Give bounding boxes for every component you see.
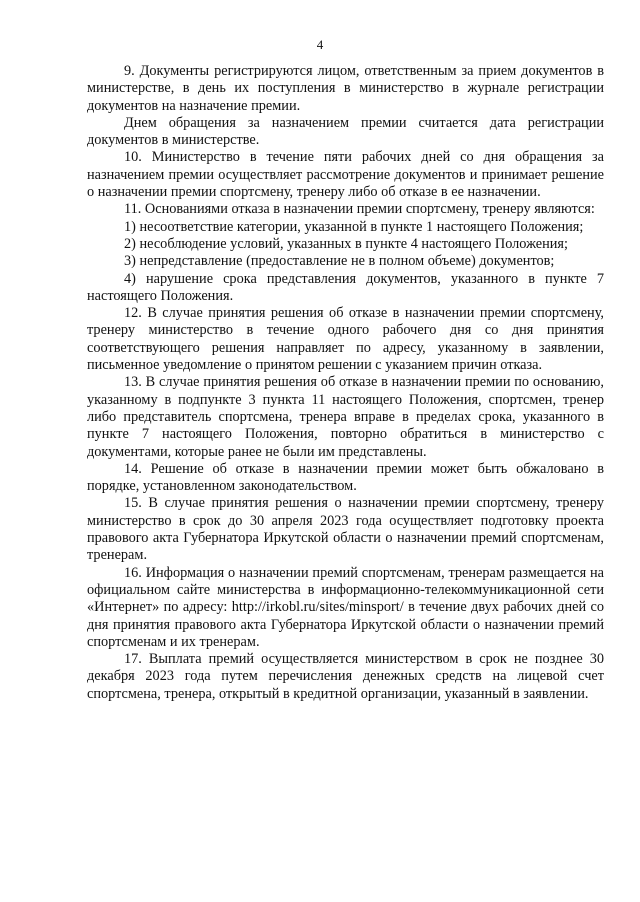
paragraph-13: 13. В случае принятия решения об отказе в назначении премии по основанию, указанному в подпункте 3 пункта 11 настоящего Положения, спортсмен, тренер либо представитель спортсмена, тренера вправе в пределах срока, указанного в пункте 7 настоящего Положения, повторно обратиться в министерство с документами, которые ранее не были им представлены.	[87, 374, 604, 460]
document-body	[87, 63, 604, 703]
paragraph-9: 9. Документы регистрируются лицом, ответственным за прием документов в министерстве, в день их поступления в министерство в журнале регистрации документов на назначение премии.	[87, 63, 604, 114]
list-item-11-1: 1) несоответствие категории, указанной в пункте 1 настоящего Положения;	[124, 218, 584, 235]
list-item-11-3: 3) непредставление (предоставление не в полном объеме) документов;	[124, 253, 555, 270]
paragraph-16: 16. Информация о назначении премий спортсменам, тренерам размещается на официальном сайте министерства в информационно-телекоммуникационной сети «Интернет» по адресу: http://irkobl.ru/sites/minsport/ в течение двух рабочих дней со дня принятия правового акта Губернатора Иркутской области о назначении премий спортсменам и их тренерам.	[87, 564, 604, 650]
paragraph-17: 17. Выплата премий осуществляется министерством в срок не позднее 30 декабря 2023 года путем перечисления денежных средств на лицевой счет спортсмена, тренера, открытый в кредитной организации, указанный в заявлении.	[87, 651, 604, 702]
paragraph-15: 15. В случае принятия решения о назначении премии спортсмену, тренеру министерство в срок до 30 апреля 2023 года осуществляет подготовку проекта правового акта Губернатора Иркутской области о назначении премий спортсменам, тренерам.	[87, 495, 604, 564]
page-number: 4	[316, 37, 324, 52]
list-item-11-4: 4) нарушение срока представления документов, указанного в пункте 7 настоящего Положения.	[87, 270, 604, 304]
paragraph-registration-date: Днем обращения за назначением премии считается дата регистрации документов в министерстве.	[87, 114, 604, 149]
paragraph-10: 10. Министерство в течение пяти рабочих дней со дня обращения за назначением премии осуществляет рассмотрение документов и принимает решение о назначении премии спортсмену, тренеру либо об отказе в ее назначении.	[87, 149, 604, 201]
paragraph-14: 14. Решение об отказе в назначении премии может быть обжаловано в порядке, установленном законодательством.	[87, 460, 604, 495]
paragraph-11: 11. Основаниями отказа в назначении премии спортсмену, тренеру являются:	[124, 201, 595, 218]
paragraph-12: 12. В случае принятия решения об отказе в назначении премии спортсмену, тренеру министерство в течение одного рабочего дня со дня принятия соответствующего решения направляет по адресу, указанному в заявлении, письменное уведомление о принятом решении с указанием причин отказа.	[87, 305, 604, 374]
list-item-11-2: 2) несоблюдение условий, указанных в пункте 4 настоящего Положения;	[124, 235, 568, 252]
